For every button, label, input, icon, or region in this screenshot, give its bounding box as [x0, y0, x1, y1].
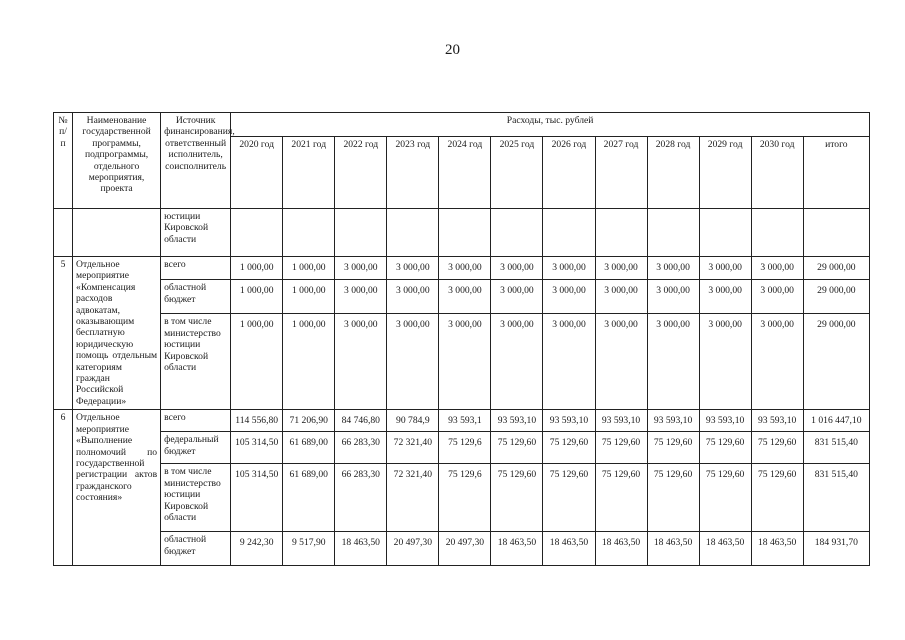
table-row	[54, 410, 870, 432]
value-cell: 3 000,00	[335, 257, 387, 280]
funding-source: областной бюджет	[161, 280, 231, 314]
value-cell: 3 000,00	[491, 314, 543, 410]
measure-name: Отдельное мероприятие «Выполнение полномочий по государственной регистрации актов гражданского состояния»	[73, 410, 161, 566]
value-cell: 75 129,60	[647, 432, 699, 464]
value-cell: 3 000,00	[439, 257, 491, 280]
value-total: 184 931,70	[803, 532, 869, 566]
funding-source: в том числе министерство юстиции Кировской области	[161, 464, 231, 532]
table-row	[54, 280, 870, 314]
value-cell: 75 129,60	[595, 464, 647, 532]
value-cell: 3 000,00	[595, 257, 647, 280]
value-cell: 18 463,50	[699, 532, 751, 566]
value-cell: 75 129,60	[595, 432, 647, 464]
value-cell: 1 000,00	[231, 280, 283, 314]
row-number: 5	[54, 257, 73, 410]
header-year: 2028 год	[647, 137, 699, 209]
value-cell: 90 784,9	[387, 410, 439, 432]
value-cell: 3 000,00	[335, 280, 387, 314]
funding-source: в том числе министерство юстиции Кировской области	[161, 314, 231, 410]
header-source: Источник финансирования, ответственный исполнитель, соисполнитель	[161, 113, 231, 209]
table-row	[54, 464, 870, 532]
measure-name: Отдельное мероприятие «Компенсация расходов адвокатам, оказывающим бесплатную юридическую помощь отдельным категориям граждан Российской Федерации»	[73, 257, 161, 410]
header-year: 2021 год	[283, 137, 335, 209]
value-cell: 75 129,6	[439, 432, 491, 464]
header-year: 2023 год	[387, 137, 439, 209]
value-cell: 3 000,00	[491, 257, 543, 280]
value-cell: 75 129,60	[543, 464, 595, 532]
value-cell: 18 463,50	[595, 532, 647, 566]
value-cell: 93 593,10	[699, 410, 751, 432]
value-cell: 75 129,60	[647, 464, 699, 532]
value-cell: 1 000,00	[283, 257, 335, 280]
header-year: 2024 год	[439, 137, 491, 209]
funding-source: всего	[161, 410, 231, 432]
value-cell: 3 000,00	[699, 280, 751, 314]
value-cell: 75 129,60	[751, 464, 803, 532]
value-cell: 3 000,00	[543, 257, 595, 280]
page-number: 20	[445, 42, 460, 58]
value-cell: 18 463,50	[491, 532, 543, 566]
header-year: 2022 год	[335, 137, 387, 209]
value-cell: 3 000,00	[595, 314, 647, 410]
funding-source: всего	[161, 257, 231, 280]
row-number: 6	[54, 410, 73, 566]
value-cell: 3 000,00	[439, 280, 491, 314]
value-total: 1 016 447,10	[803, 410, 869, 432]
value-cell: 105 314,50	[231, 464, 283, 532]
value-cell: 66 283,30	[335, 432, 387, 464]
value-cell: 3 000,00	[751, 314, 803, 410]
value-cell: 3 000,00	[699, 257, 751, 280]
value-cell: 18 463,50	[647, 532, 699, 566]
header-no: № п/п	[54, 113, 73, 209]
value-cell: 9 242,30	[231, 532, 283, 566]
value-cell: 75 129,60	[491, 464, 543, 532]
value-cell: 1 000,00	[283, 280, 335, 314]
value-cell: 20 497,30	[387, 532, 439, 566]
value-cell: 18 463,50	[751, 532, 803, 566]
value-cell: 3 000,00	[543, 280, 595, 314]
continuation-source: юстиции Кировской области	[161, 209, 231, 257]
value-total: 29 000,00	[803, 314, 869, 410]
budget-table	[53, 112, 870, 566]
value-cell: 3 000,00	[595, 280, 647, 314]
value-cell: 3 000,00	[335, 314, 387, 410]
value-cell: 71 206,90	[283, 410, 335, 432]
value-cell: 114 556,80	[231, 410, 283, 432]
value-cell: 61 689,00	[283, 432, 335, 464]
value-cell: 3 000,00	[543, 314, 595, 410]
value-cell: 3 000,00	[647, 280, 699, 314]
value-cell: 61 689,00	[283, 464, 335, 532]
value-cell: 75 129,60	[751, 432, 803, 464]
value-cell: 75 129,60	[543, 432, 595, 464]
value-cell: 3 000,00	[647, 257, 699, 280]
value-cell: 3 000,00	[699, 314, 751, 410]
value-cell: 84 746,80	[335, 410, 387, 432]
value-cell: 20 497,30	[439, 532, 491, 566]
value-cell: 66 283,30	[335, 464, 387, 532]
value-cell: 3 000,00	[387, 314, 439, 410]
value-cell: 105 314,50	[231, 432, 283, 464]
value-cell: 93 593,10	[595, 410, 647, 432]
table-row	[54, 257, 870, 280]
value-cell: 1 000,00	[283, 314, 335, 410]
value-cell: 3 000,00	[751, 280, 803, 314]
header-year: итого	[803, 137, 869, 209]
value-cell: 75 129,60	[491, 432, 543, 464]
value-cell: 93 593,10	[647, 410, 699, 432]
table-row	[54, 432, 870, 464]
value-total: 29 000,00	[803, 280, 869, 314]
value-cell: 3 000,00	[439, 314, 491, 410]
value-cell: 75 129,60	[699, 464, 751, 532]
value-cell: 1 000,00	[231, 314, 283, 410]
value-cell: 18 463,50	[543, 532, 595, 566]
value-cell: 93 593,1	[439, 410, 491, 432]
header-year: 2020 год	[231, 137, 283, 209]
header-name: Наименование государственной программы, подпрограммы, отдельного мероприятия, проекта	[73, 113, 161, 209]
value-cell: 18 463,50	[335, 532, 387, 566]
value-cell: 75 129,60	[699, 432, 751, 464]
value-cell: 3 000,00	[387, 280, 439, 314]
table-row	[54, 314, 870, 410]
value-cell: 3 000,00	[647, 314, 699, 410]
value-total: 831 515,40	[803, 464, 869, 532]
value-cell: 72 321,40	[387, 464, 439, 532]
header-year: 2029 год	[699, 137, 751, 209]
header-year: 2030 год	[751, 137, 803, 209]
value-cell: 3 000,00	[387, 257, 439, 280]
value-cell: 93 593,10	[543, 410, 595, 432]
value-cell: 3 000,00	[751, 257, 803, 280]
header-year: 2025 год	[491, 137, 543, 209]
value-cell: 1 000,00	[231, 257, 283, 280]
value-cell: 75 129,6	[439, 464, 491, 532]
value-total: 29 000,00	[803, 257, 869, 280]
value-cell: 9 517,90	[283, 532, 335, 566]
value-total: 831 515,40	[803, 432, 869, 464]
value-cell: 93 593,10	[751, 410, 803, 432]
continuation-row	[54, 209, 870, 257]
funding-source: федеральный бюджет	[161, 432, 231, 464]
header-year: 2027 год	[595, 137, 647, 209]
header-expenses: Расходы, тыс. рублей	[231, 113, 870, 137]
table-row	[54, 532, 870, 566]
funding-source: областной бюджет	[161, 532, 231, 566]
value-cell: 72 321,40	[387, 432, 439, 464]
header-year: 2026 год	[543, 137, 595, 209]
value-cell: 93 593,10	[491, 410, 543, 432]
value-cell: 3 000,00	[491, 280, 543, 314]
